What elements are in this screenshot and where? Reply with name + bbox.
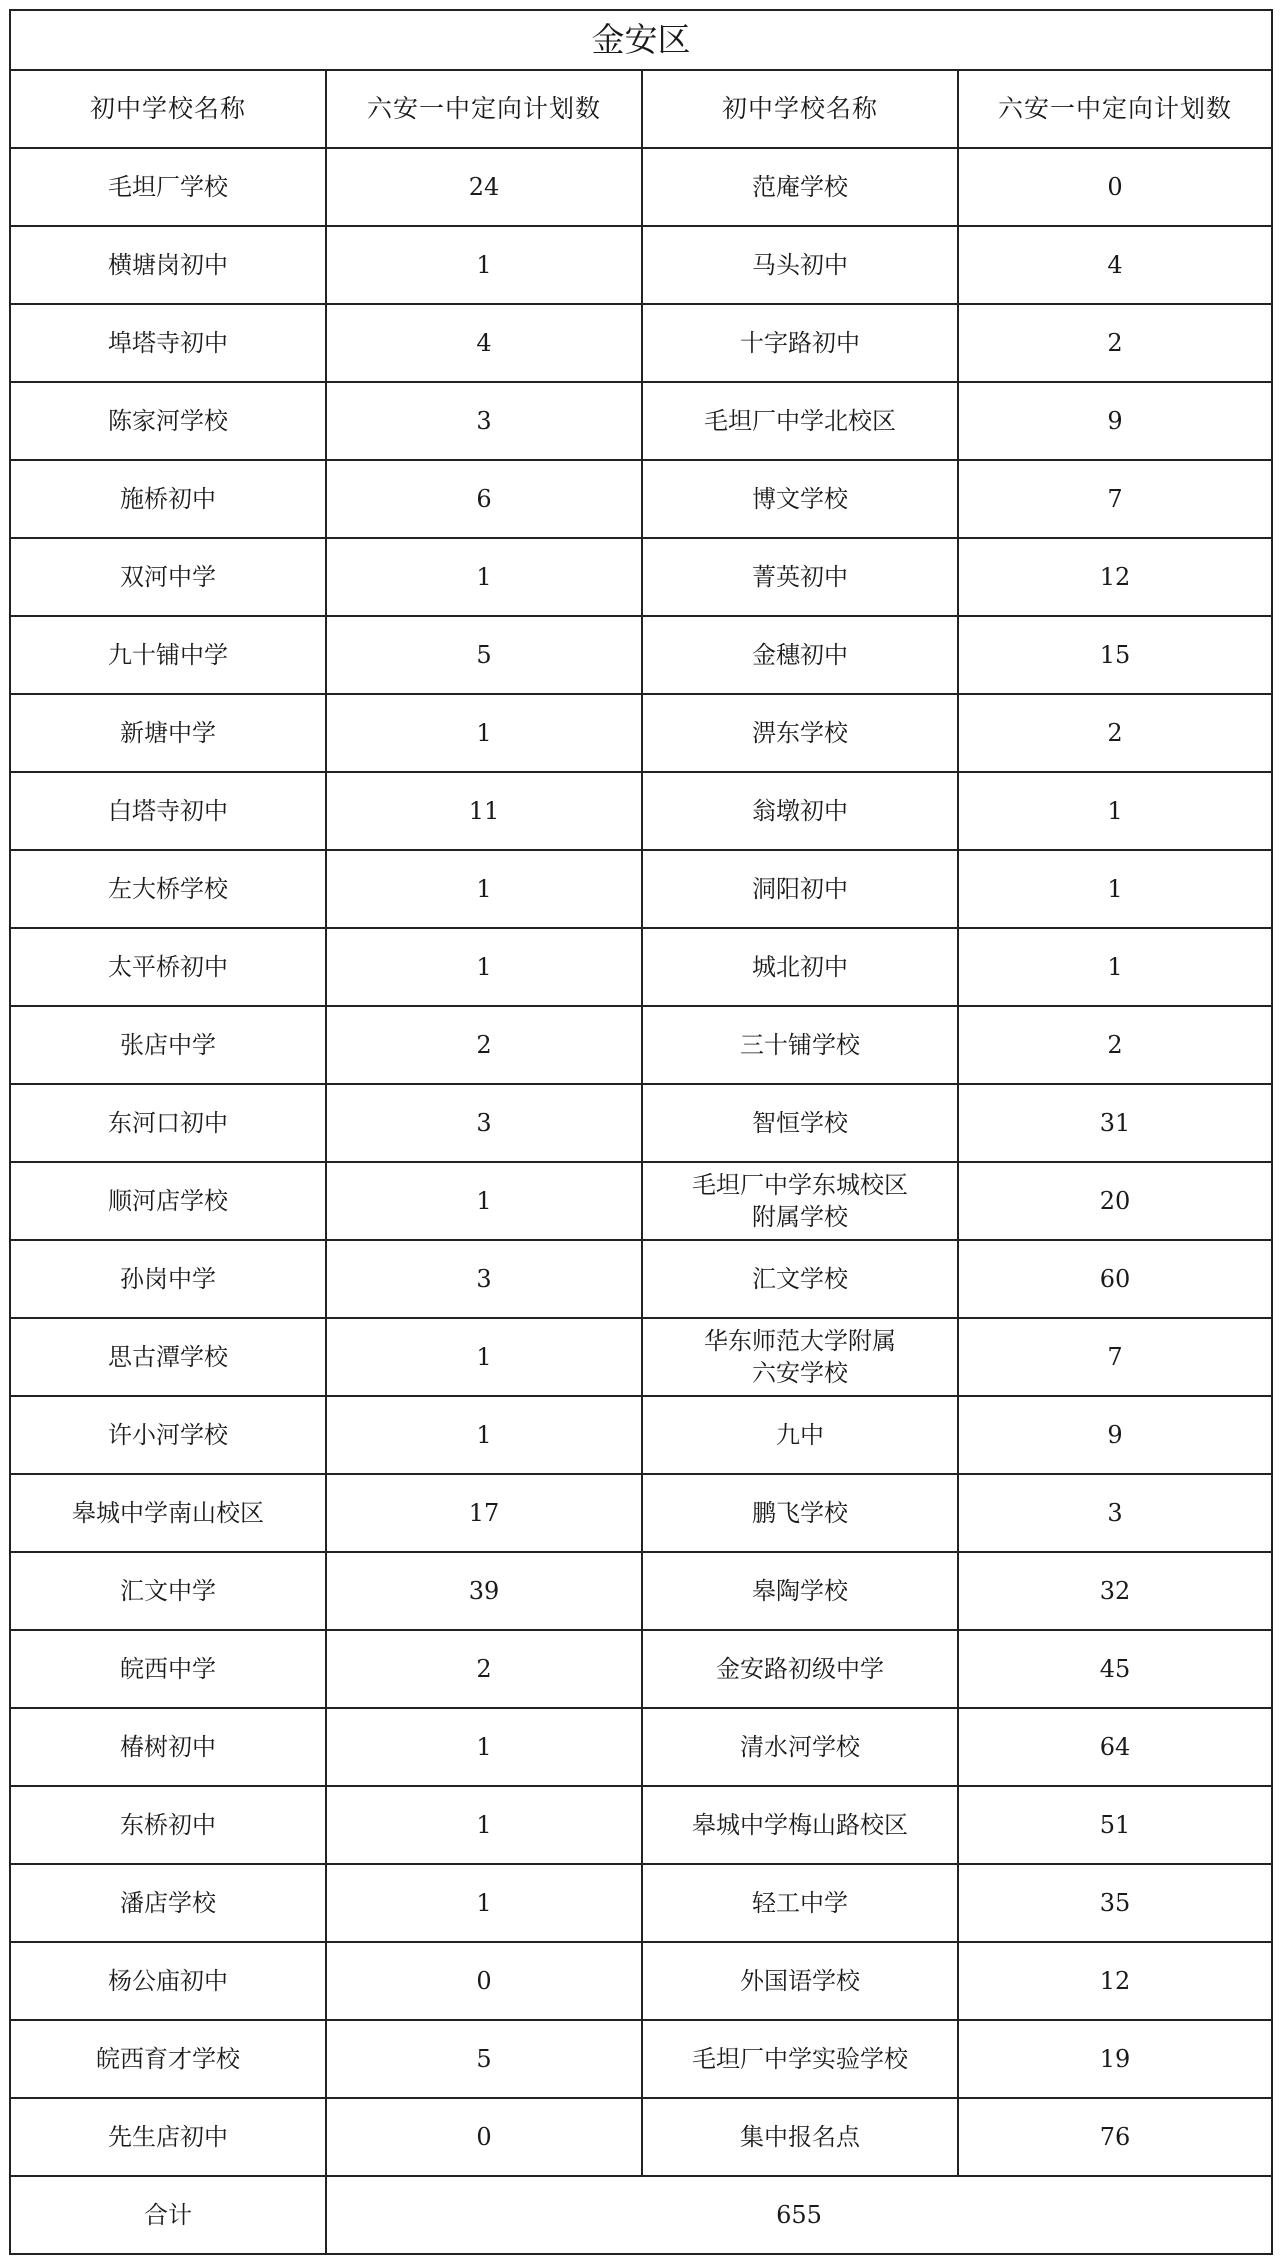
plan-count-left-text: 39 [468, 1577, 500, 1605]
school-name-right-cell [642, 1318, 958, 1396]
school-name-left-text: 横塘岗初中 [108, 251, 228, 279]
plan-count-left-cell [326, 226, 642, 304]
plan-count-left-cell [326, 1006, 642, 1084]
school-name-left-cell [10, 1006, 326, 1084]
table-row [10, 2020, 1272, 2098]
school-name-right-cell [642, 1084, 958, 1162]
plan-count-right-cell [958, 1084, 1272, 1162]
school-name-left-cell [10, 1474, 326, 1552]
school-name-right-cell [642, 1708, 958, 1786]
plan-count-right-text: 15 [1099, 641, 1131, 669]
plan-count-right-text: 2 [1107, 329, 1123, 357]
school-name-right-cell [642, 226, 958, 304]
plan-count-right-cell [958, 772, 1272, 850]
plan-count-right-cell [958, 1942, 1272, 2020]
plan-count-right-cell [958, 304, 1272, 382]
plan-count-right-cell [958, 2020, 1272, 2098]
school-name-right-cell [642, 1786, 958, 1864]
plan-count-left-text: 3 [476, 1265, 492, 1293]
school-name-right-text: 洞阳初中 [752, 875, 848, 903]
header-plan-count-right: 六安一中定向计划数 [958, 70, 1272, 148]
plan-count-left-cell [326, 382, 642, 460]
school-name-right-text: 集中报名点 [740, 2123, 860, 2151]
school-name-right-text: 三十铺学校 [740, 1031, 860, 1059]
table-row [10, 538, 1272, 616]
table-row [10, 1240, 1272, 1318]
school-name-right-cell [642, 772, 958, 850]
plan-count-left-text: 0 [476, 2123, 492, 2151]
plan-count-left-text: 1 [476, 719, 492, 747]
school-name-left-text: 太平桥初中 [108, 953, 228, 981]
school-name-left-cell [10, 1396, 326, 1474]
plan-count-right-text: 7 [1107, 1343, 1123, 1371]
school-name-right-cell [642, 1006, 958, 1084]
school-name-right-cell [642, 1162, 958, 1240]
table-row [10, 148, 1272, 226]
school-name-left-text: 毛坦厂学校 [108, 173, 228, 201]
plan-count-right-cell [958, 1006, 1272, 1084]
school-name-left-text: 新塘中学 [120, 719, 216, 747]
school-name-left-text: 孙岗中学 [120, 1265, 216, 1293]
school-name-left-text: 椿树初中 [120, 1733, 216, 1761]
table-row [10, 694, 1272, 772]
plan-count-right-text: 1 [1107, 797, 1123, 825]
school-name-right-text: 鹏飞学校 [752, 1499, 848, 1527]
table-row [10, 1708, 1272, 1786]
school-name-left-cell [10, 616, 326, 694]
plan-count-right-text: 31 [1099, 1109, 1131, 1137]
table-row [10, 226, 1272, 304]
plan-count-left-text: 1 [476, 563, 492, 591]
school-name-left-text: 东桥初中 [120, 1811, 216, 1839]
school-name-right-cell [642, 1474, 958, 1552]
school-name-left-cell [10, 1864, 326, 1942]
school-name-left-cell [10, 2020, 326, 2098]
school-name-right-text: 皋陶学校 [752, 1577, 848, 1605]
school-name-right-cell [642, 694, 958, 772]
plan-count-right-cell [958, 226, 1272, 304]
plan-count-left-text: 5 [476, 2045, 492, 2073]
plan-count-right-cell [958, 1864, 1272, 1942]
school-name-left-text: 思古潭学校 [108, 1343, 228, 1371]
school-name-left-cell [10, 2098, 326, 2176]
plan-count-right-text: 1 [1107, 953, 1123, 981]
school-name-left-text: 皋城中学南山校区 [72, 1499, 264, 1527]
school-name-left-text: 陈家河学校 [108, 407, 228, 435]
header-school-name-right: 初中学校名称 [642, 70, 958, 148]
school-name-right-text: 菁英初中 [752, 563, 848, 591]
plan-count-right-text: 2 [1107, 719, 1123, 747]
school-name-right-text: 范庵学校 [752, 173, 848, 201]
total-label: 合计 [10, 2176, 326, 2254]
table-row [10, 304, 1272, 382]
school-name-left-text: 先生店初中 [108, 2123, 228, 2151]
table-row [10, 1318, 1272, 1396]
plan-count-right-cell [958, 616, 1272, 694]
table-row [10, 616, 1272, 694]
school-name-left-cell [10, 1084, 326, 1162]
school-name-left-text: 张店中学 [120, 1031, 216, 1059]
plan-count-right-cell [958, 1474, 1272, 1552]
plan-count-right-text: 51 [1099, 1811, 1131, 1839]
table-row [10, 1864, 1272, 1942]
plan-count-left-text: 5 [476, 641, 492, 669]
table-row [10, 2098, 1272, 2176]
plan-count-left-text: 1 [476, 875, 492, 903]
school-name-right-text: 轻工中学 [752, 1889, 848, 1917]
plan-count-left-cell [326, 850, 642, 928]
plan-count-left-text: 1 [476, 251, 492, 279]
plan-count-left-cell [326, 2098, 642, 2176]
plan-count-right-text: 32 [1099, 1577, 1131, 1605]
school-name-left-cell [10, 694, 326, 772]
school-name-right-cell [642, 616, 958, 694]
plan-count-right-cell [958, 1162, 1272, 1240]
school-name-left-cell [10, 1162, 326, 1240]
school-name-right-cell [642, 1396, 958, 1474]
quota-table [9, 9, 1273, 2255]
school-name-right-cell [642, 2098, 958, 2176]
total-row [10, 2176, 1272, 2254]
plan-count-right-text: 35 [1099, 1889, 1131, 1917]
school-name-right-cell [642, 928, 958, 1006]
school-name-right-cell [642, 1240, 958, 1318]
school-name-left-cell [10, 1786, 326, 1864]
plan-count-left-cell [326, 928, 642, 1006]
school-name-right-text: 毛坦厂中学北校区 [704, 407, 896, 435]
plan-count-right-text: 9 [1107, 1421, 1123, 1449]
school-name-right-text: 十字路初中 [740, 329, 860, 357]
plan-count-right-text: 9 [1107, 407, 1123, 435]
school-name-right-text: 华东师范大学附属 六安学校 [704, 1327, 896, 1387]
school-name-right-text: 外国语学校 [740, 1967, 860, 1995]
plan-count-left-cell [326, 1630, 642, 1708]
school-name-left-cell [10, 304, 326, 382]
school-name-left-text: 皖西育才学校 [96, 2045, 240, 2073]
plan-count-right-text: 3 [1107, 1499, 1123, 1527]
school-name-left-cell [10, 1552, 326, 1630]
school-name-right-cell [642, 538, 958, 616]
plan-count-right-text: 7 [1107, 485, 1123, 513]
plan-count-right-cell [958, 538, 1272, 616]
plan-count-right-text: 60 [1099, 1265, 1131, 1293]
school-name-right-text: 金穗初中 [752, 641, 848, 669]
quota-table-sheet [9, 9, 1271, 2249]
school-name-left-text: 顺河店学校 [108, 1187, 228, 1215]
plan-count-right-cell [958, 1240, 1272, 1318]
school-name-right-cell [642, 1630, 958, 1708]
school-name-left-text: 左大桥学校 [108, 875, 228, 903]
plan-count-right-text: 2 [1107, 1031, 1123, 1059]
school-name-right-cell [642, 850, 958, 928]
plan-count-left-text: 0 [476, 1967, 492, 1995]
school-name-left-text: 施桥初中 [120, 485, 216, 513]
plan-count-right-cell [958, 148, 1272, 226]
table-row [10, 928, 1272, 1006]
plan-count-left-text: 1 [476, 953, 492, 981]
plan-count-right-cell [958, 2098, 1272, 2176]
plan-count-left-text: 1 [476, 1733, 492, 1761]
plan-count-left-cell [326, 1864, 642, 1942]
plan-count-right-text: 20 [1099, 1187, 1131, 1215]
school-name-left-cell [10, 1942, 326, 2020]
plan-count-left-cell [326, 538, 642, 616]
plan-count-left-cell [326, 1942, 642, 2020]
district-title: 金安区 [10, 10, 1272, 70]
plan-count-right-cell [958, 1786, 1272, 1864]
school-name-right-text: 翁墩初中 [752, 797, 848, 825]
plan-count-left-text: 3 [476, 1109, 492, 1137]
plan-count-left-cell [326, 616, 642, 694]
plan-count-right-text: 12 [1099, 563, 1131, 591]
school-name-left-cell [10, 1708, 326, 1786]
plan-count-left-text: 4 [476, 329, 492, 357]
school-name-left-cell [10, 1630, 326, 1708]
plan-count-left-cell [326, 1552, 642, 1630]
table-row [10, 850, 1272, 928]
plan-count-right-text: 64 [1099, 1733, 1131, 1761]
plan-count-left-cell [326, 460, 642, 538]
plan-count-left-text: 1 [476, 1421, 492, 1449]
school-name-left-cell [10, 538, 326, 616]
plan-count-left-cell [326, 1396, 642, 1474]
school-name-left-text: 皖西中学 [120, 1655, 216, 1683]
school-name-left-text: 双河中学 [120, 563, 216, 591]
school-name-left-text: 汇文中学 [120, 1577, 216, 1605]
table-row [10, 1084, 1272, 1162]
school-name-right-text: 城北初中 [752, 953, 848, 981]
table-row [10, 1162, 1272, 1240]
plan-count-left-cell [326, 1786, 642, 1864]
plan-count-left-text: 1 [476, 1889, 492, 1917]
school-name-right-text: 皋城中学梅山路校区 [692, 1811, 908, 1839]
table-row [10, 382, 1272, 460]
plan-count-left-cell [326, 1084, 642, 1162]
table-row [10, 1630, 1272, 1708]
school-name-left-text: 九十铺中学 [108, 641, 228, 669]
school-name-right-cell [642, 1942, 958, 2020]
plan-count-left-cell [326, 1318, 642, 1396]
plan-count-right-cell [958, 1396, 1272, 1474]
school-name-left-cell [10, 382, 326, 460]
school-name-left-cell [10, 850, 326, 928]
plan-count-left-cell [326, 2020, 642, 2098]
plan-count-right-text: 4 [1107, 251, 1123, 279]
school-name-right-cell [642, 1864, 958, 1942]
plan-count-left-cell [326, 772, 642, 850]
school-name-right-text: 智恒学校 [752, 1109, 848, 1137]
plan-count-right-cell [958, 1318, 1272, 1396]
school-name-left-cell [10, 148, 326, 226]
school-name-right-text: 淠东学校 [752, 719, 848, 747]
total-value: 655 [326, 2176, 1272, 2254]
plan-count-right-text: 0 [1107, 173, 1123, 201]
table-row [10, 1474, 1272, 1552]
plan-count-left-cell [326, 304, 642, 382]
plan-count-left-text: 2 [476, 1655, 492, 1683]
school-name-left-text: 埠塔寺初中 [108, 329, 228, 357]
school-name-right-cell [642, 382, 958, 460]
plan-count-right-text: 1 [1107, 875, 1123, 903]
plan-count-left-text: 2 [476, 1031, 492, 1059]
school-name-right-text: 毛坦厂中学实验学校 [692, 2045, 908, 2073]
plan-count-right-cell [958, 850, 1272, 928]
school-name-left-text: 东河口初中 [108, 1109, 228, 1137]
plan-count-right-cell [958, 694, 1272, 772]
school-name-right-text: 金安路初级中学 [716, 1655, 884, 1683]
school-name-left-cell [10, 460, 326, 538]
plan-count-left-text: 3 [476, 407, 492, 435]
plan-count-right-text: 45 [1099, 1655, 1131, 1683]
plan-count-right-text: 19 [1099, 2045, 1131, 2073]
table-row [10, 1006, 1272, 1084]
plan-count-left-text: 6 [476, 485, 492, 513]
table-row [10, 772, 1272, 850]
table-row [10, 1942, 1272, 2020]
school-name-left-cell [10, 226, 326, 304]
table-row [10, 460, 1272, 538]
school-name-left-cell [10, 1318, 326, 1396]
school-name-right-cell [642, 460, 958, 538]
school-name-right-text: 九中 [776, 1421, 824, 1449]
table-row [10, 1786, 1272, 1864]
school-name-right-text: 汇文学校 [752, 1265, 848, 1293]
header-school-name-left: 初中学校名称 [10, 70, 326, 148]
school-name-left-text: 杨公庙初中 [108, 1967, 228, 1995]
table-row [10, 1396, 1272, 1474]
school-name-right-text: 马头初中 [752, 251, 848, 279]
school-name-left-cell [10, 1240, 326, 1318]
school-name-right-cell [642, 2020, 958, 2098]
table-title-row [10, 10, 1272, 70]
school-name-right-cell [642, 304, 958, 382]
plan-count-left-cell [326, 1708, 642, 1786]
plan-count-right-cell [958, 1708, 1272, 1786]
plan-count-right-cell [958, 1630, 1272, 1708]
plan-count-left-cell [326, 694, 642, 772]
school-name-left-text: 许小河学校 [108, 1421, 228, 1449]
table-header-row [10, 70, 1272, 148]
school-name-right-cell [642, 148, 958, 226]
plan-count-right-cell [958, 928, 1272, 1006]
plan-count-right-text: 12 [1099, 1967, 1131, 1995]
plan-count-left-cell [326, 1162, 642, 1240]
plan-count-left-text: 1 [476, 1343, 492, 1371]
plan-count-left-text: 24 [468, 173, 500, 201]
school-name-right-text: 博文学校 [752, 485, 848, 513]
school-name-right-text: 毛坦厂中学东城校区 附属学校 [692, 1171, 908, 1231]
school-name-right-text: 清水河学校 [740, 1733, 860, 1761]
plan-count-left-text: 1 [476, 1187, 492, 1215]
plan-count-right-cell [958, 460, 1272, 538]
school-name-left-text: 白塔寺初中 [108, 797, 228, 825]
plan-count-left-cell [326, 1474, 642, 1552]
plan-count-left-cell [326, 1240, 642, 1318]
school-name-left-cell [10, 772, 326, 850]
plan-count-left-text: 17 [468, 1499, 500, 1527]
plan-count-right-cell [958, 1552, 1272, 1630]
table-row [10, 1552, 1272, 1630]
school-name-left-cell [10, 928, 326, 1006]
header-plan-count-left: 六安一中定向计划数 [326, 70, 642, 148]
plan-count-left-text: 1 [476, 1811, 492, 1839]
plan-count-right-text: 76 [1099, 2123, 1131, 2151]
plan-count-left-text: 11 [468, 797, 500, 825]
plan-count-left-cell [326, 148, 642, 226]
school-name-left-text: 潘店学校 [120, 1889, 216, 1917]
plan-count-right-cell [958, 382, 1272, 460]
school-name-right-cell [642, 1552, 958, 1630]
